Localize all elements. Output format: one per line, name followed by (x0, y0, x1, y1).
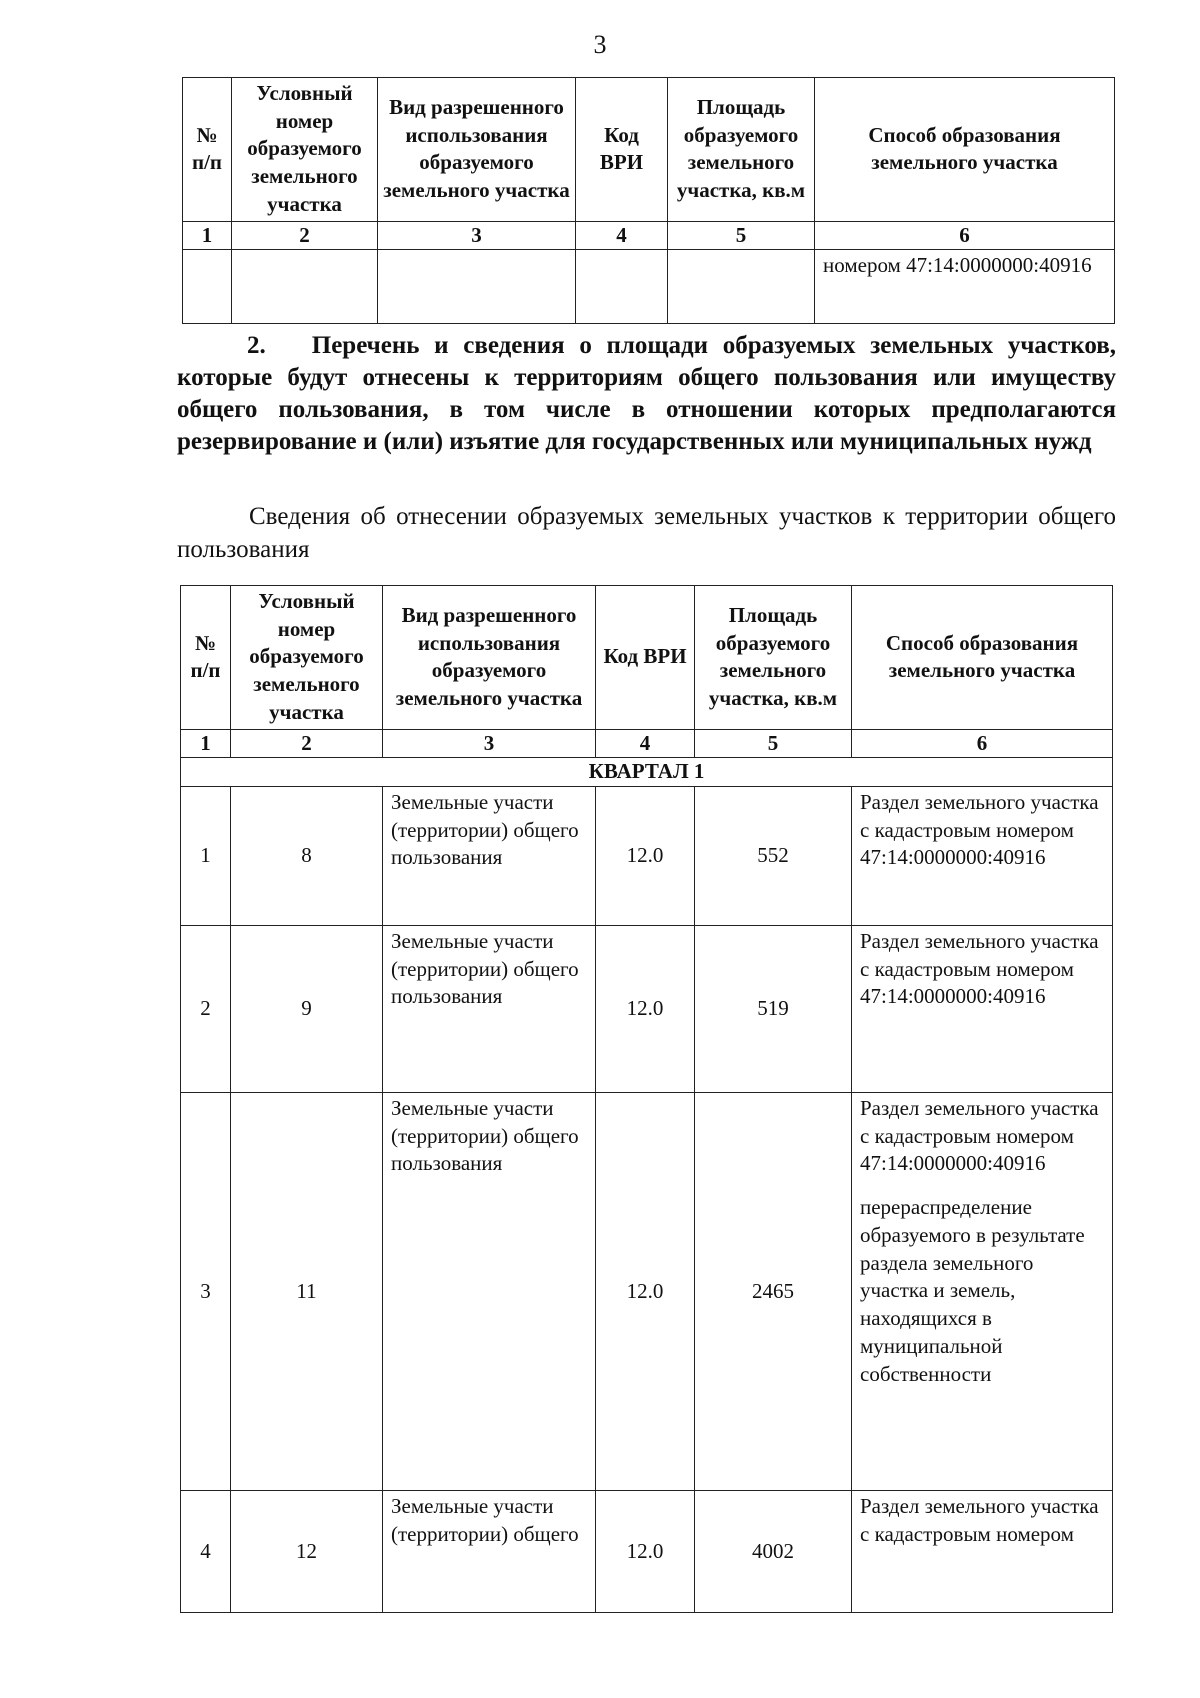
page-number: 3 (593, 30, 607, 59)
row-use-cell (378, 250, 576, 324)
row-use-cell: Земельные участи (территории) общего (383, 1491, 596, 1613)
section-2-heading (177, 330, 1116, 458)
row-area-cell: 552 (695, 787, 852, 926)
header-num: № п/п (181, 586, 231, 730)
method-extra-text: перераспределение образуемого в результате раздела земельного участка и земель, находящихся в муниципальной собственности (860, 1195, 1085, 1386)
column-number: 1 (183, 221, 232, 250)
table-row (181, 1093, 1113, 1491)
row-use-cell: Земельные участи (территории) общего пользования (383, 926, 596, 1093)
table-header-row (181, 586, 1113, 730)
column-number: 5 (668, 221, 815, 250)
column-number: 5 (695, 729, 852, 758)
row-num-cell: 4 (181, 1491, 231, 1613)
public-plots-table (180, 585, 1113, 1613)
row-method-cell: Раздел земельного участка с кадастровым номером 47:14:0000000:40916 (852, 787, 1113, 926)
row-plot-cell: 11 (231, 1093, 383, 1491)
header-code: Код ВРИ (576, 78, 668, 222)
row-code-cell: 12.0 (596, 1491, 695, 1613)
column-number: 2 (231, 729, 383, 758)
row-area-cell: 4002 (695, 1491, 852, 1613)
row-code-cell: 12.0 (596, 787, 695, 926)
section-2-subheading (177, 500, 1116, 566)
header-method: Способ образования земельного участка (815, 78, 1115, 222)
row-code-cell (576, 250, 668, 324)
column-number-row (183, 221, 1115, 250)
row-use-cell: Земельные участи (территории) общего пользования (383, 787, 596, 926)
column-number: 2 (232, 221, 378, 250)
header-method: Способ образования земельного участка (852, 586, 1113, 730)
column-number: 6 (852, 729, 1113, 758)
column-number: 3 (383, 729, 596, 758)
column-number: 6 (815, 221, 1115, 250)
header-plot-id: Условный номер образуемого земельного участка (232, 78, 378, 222)
table-row (183, 250, 1115, 324)
table-row (181, 787, 1113, 926)
column-number: 3 (378, 221, 576, 250)
plots-table-continued (182, 77, 1115, 324)
row-method-cell: Раздел земельного участка с кадастровым номером (852, 1491, 1113, 1613)
header-use-type: Вид разрешенного использования образуемого земельного участка (383, 586, 596, 730)
row-num-cell: 1 (181, 787, 231, 926)
row-area-cell (668, 250, 815, 324)
row-method-cell: Раздел земельного участка с кадастровым номером 47:14:0000000:40916 (852, 926, 1113, 1093)
row-plot-cell: 8 (231, 787, 383, 926)
header-area: Площадь образуемого земельного участка, кв.м (695, 586, 852, 730)
table-row (181, 1491, 1113, 1613)
table-row (181, 926, 1113, 1093)
row-plot-cell: 12 (231, 1491, 383, 1613)
row-plot-cell (232, 250, 378, 324)
column-number: 4 (576, 221, 668, 250)
header-area: Площадь образуемого земельного участка, кв.м (668, 78, 815, 222)
row-num-cell: 3 (181, 1093, 231, 1491)
header-num: № п/п (183, 78, 232, 222)
row-method-cell (852, 1093, 1113, 1491)
quarter-row (181, 758, 1113, 787)
quarter-label: КВАРТАЛ 1 (181, 758, 1113, 787)
section-number: 2. (247, 332, 266, 359)
column-number-row (181, 729, 1113, 758)
row-code-cell: 12.0 (596, 926, 695, 1093)
section-heading-text: Перечень и сведения о площади образуемых земельных участков, которые будут отнесены к территориям общего пользования или имуществу общего пользования, в том числе в отношении которых предполагаются резервирование и (или) изъятие для государственных или муниципальных нужд (177, 332, 1116, 455)
table-header-row (183, 78, 1115, 222)
header-code: Код ВРИ (596, 586, 695, 730)
column-number: 4 (596, 729, 695, 758)
header-plot-id: Условный номер образуемого земельного участка (231, 586, 383, 730)
row-num-cell (183, 250, 232, 324)
row-num-cell: 2 (181, 926, 231, 1093)
row-code-cell: 12.0 (596, 1093, 695, 1491)
method-text: Раздел земельного участка с кадастровым номером 47:14:0000000:40916 (860, 1096, 1099, 1176)
column-number: 1 (181, 729, 231, 758)
row-method-cell: номером 47:14:0000000:40916 (815, 250, 1115, 324)
section-subheading-text: Сведения об отнесении образуемых земельных участков к территории общего пользования (177, 503, 1116, 563)
row-use-cell: Земельные участи (территории) общего пользования (383, 1093, 596, 1491)
header-use-type: Вид разрешенного использования образуемого земельного участка (378, 78, 576, 222)
row-area-cell: 519 (695, 926, 852, 1093)
row-area-cell: 2465 (695, 1093, 852, 1491)
row-plot-cell: 9 (231, 926, 383, 1093)
